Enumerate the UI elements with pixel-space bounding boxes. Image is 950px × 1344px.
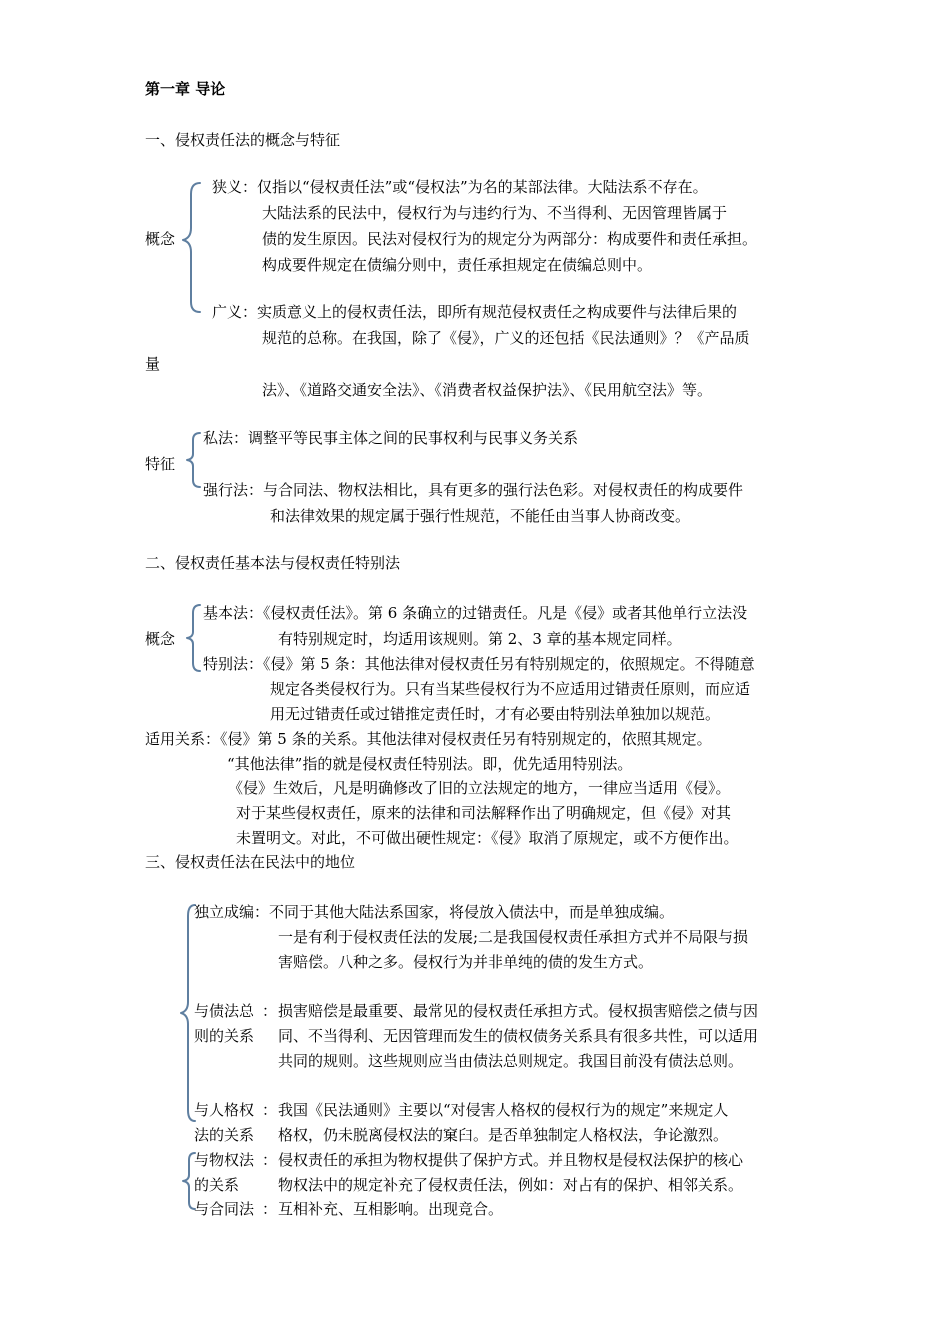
personality-label-1: 与人格权: [194, 1101, 255, 1119]
debt-text-2: 同、不当得利、无因管理而发生的债权债务关系具有很多共性，可以适用: [278, 1027, 759, 1045]
mandatory-law-line-1: 强行法：与合同法、物权法相比，具有更多的强行法色彩。对侵权责任的构成要件: [203, 481, 744, 499]
property-label-2: 的关系: [194, 1176, 240, 1194]
application-line-4: 对于某些侵权责任，原来的法律和司法解释作出了明确规定，但《侵》对其: [236, 804, 732, 822]
chapter-title: 第一章 导论: [145, 80, 226, 98]
property-text-1: 侵权责任的承担为物权提供了保护方式。并且物权是侵权法保护的核心: [278, 1151, 744, 1169]
special-law-line-1: 特别法：《侵》第 5 条：其他法律对侵权责任另有特别规定的，依照规定。不得随意: [203, 655, 755, 673]
narrow-line-2: 大陆法系的民法中，侵权行为与违约行为、不当得利、无因管理皆属于: [262, 204, 728, 222]
mandatory-law-line-2: 和法律效果的规定属于强行性规范，不能任由当事人协商改变。: [270, 507, 691, 525]
feature-brace: [184, 430, 204, 490]
independent-line-3: 害赔偿。八种之多。侵权行为并非单纯的债的发生方式。: [278, 953, 654, 971]
section-3-heading: 三、侵权责任法在民法中的地位: [145, 853, 356, 871]
debt-label-2: 则的关系: [194, 1027, 255, 1045]
property-text-2: 物权法中的规定补充了侵权责任法，例如：对占有的保护、相邻关系。: [278, 1176, 744, 1194]
contract-text: 互相补充、互相影响。出现竞合。: [278, 1200, 504, 1218]
debt-colon: ：: [262, 1002, 278, 1020]
narrow-line-4: 构成要件规定在债编分则中，责任承担规定在债编总则中。: [262, 256, 653, 274]
application-line-1: 适用关系：《侵》第 5 条的关系。其他法律对侵权责任另有特别规定的，依照其规定。: [145, 730, 712, 748]
property-colon: ：: [262, 1151, 278, 1169]
application-line-3: 《侵》生效后，凡是明确修改了旧的立法规定的地方，一律应当适用《侵》。: [228, 779, 731, 797]
section-2-heading: 二、侵权责任基本法与侵权责任特别法: [145, 554, 401, 572]
property-label-1: 与物权法: [194, 1151, 255, 1169]
concept-label-2: 概念: [145, 630, 176, 648]
narrow-line-1: 狭义：仅指以“侵权责任法”或“侵权法”为名的某部法律。大陆法系不存在。: [212, 178, 708, 196]
broad-line-3: 量: [145, 355, 161, 373]
private-law-line: 私法：调整平等民事主体之间的民事权利与民事义务关系: [203, 429, 579, 447]
personality-label-2: 法的关系: [194, 1126, 255, 1144]
special-law-line-2: 规定各类侵权行为。只有当某些侵权行为不应适用过错责任原则，而应适: [270, 680, 751, 698]
broad-line-2: 规范的总称。在我国，除了《侵》，广义的还包括《民法通则》？《产品质: [262, 329, 750, 347]
debt-label-1: 与债法总: [194, 1002, 255, 1020]
broad-line-1: 广义：实质意义上的侵权责任法，即所有规范侵权责任之构成要件与法律后果的: [212, 303, 738, 321]
debt-text-3: 共同的规则。这些规则应当由债法总则规定。我国目前没有债法总则。: [278, 1052, 744, 1070]
concept-label: 概念: [145, 230, 176, 248]
concept-brace-2: [184, 602, 204, 674]
application-line-5: 未置明文。对此，不可做出硬性规定：《侵》取消了原规定，或不方便作出。: [236, 829, 739, 847]
broad-line-4: 法》、《道路交通安全法》、《消费者权益保护法》、《民用航空法》等。: [262, 381, 713, 399]
contract-colon: ：: [262, 1200, 278, 1218]
independent-line-1: 独立成编：不同于其他大陆法系国家，将侵放入债法中，而是单独成编。: [194, 903, 675, 921]
section-1-heading: 一、侵权责任法的概念与特征: [145, 131, 341, 149]
independent-line-2: 一是有利于侵权责任法的发展;二是我国侵权责任承担方式并不局限与损: [278, 928, 749, 946]
basic-law-line-1: 基本法：《侵权责任法》。第 6 条确立的过错责任。凡是《侵》或者其他单行立法没: [203, 604, 748, 622]
personality-text-2: 格权，仍未脱离侵权法的窠臼。是否单独制定人格权法，争论激烈。: [278, 1126, 729, 1144]
application-line-2: “其他法律”指的就是侵权责任特别法。即，优先适用特别法。: [227, 755, 633, 773]
special-law-line-3: 用无过错责任或过错推定责任时，才有必要由特别法单独加以规范。: [270, 705, 721, 723]
basic-law-line-2: 有特别规定时，均适用该规则。第 2、3 章的基本规定同样。: [278, 630, 682, 648]
concept-brace: [180, 180, 206, 316]
narrow-line-3: 债的发生原因。民法对侵权行为的规定分为两部分：构成要件和责任承担。: [262, 230, 758, 248]
personality-colon: ：: [262, 1101, 278, 1119]
debt-text-1: 损害赔偿是最重要、最常见的侵权责任承担方式。侵权损害赔偿之债与因: [278, 1002, 759, 1020]
personality-text-1: 我国《民法通则》主要以“对侵害人格权的侵权行为的规定”来规定人: [278, 1101, 729, 1119]
contract-label: 与合同法: [194, 1200, 255, 1218]
feature-label: 特征: [145, 455, 176, 473]
